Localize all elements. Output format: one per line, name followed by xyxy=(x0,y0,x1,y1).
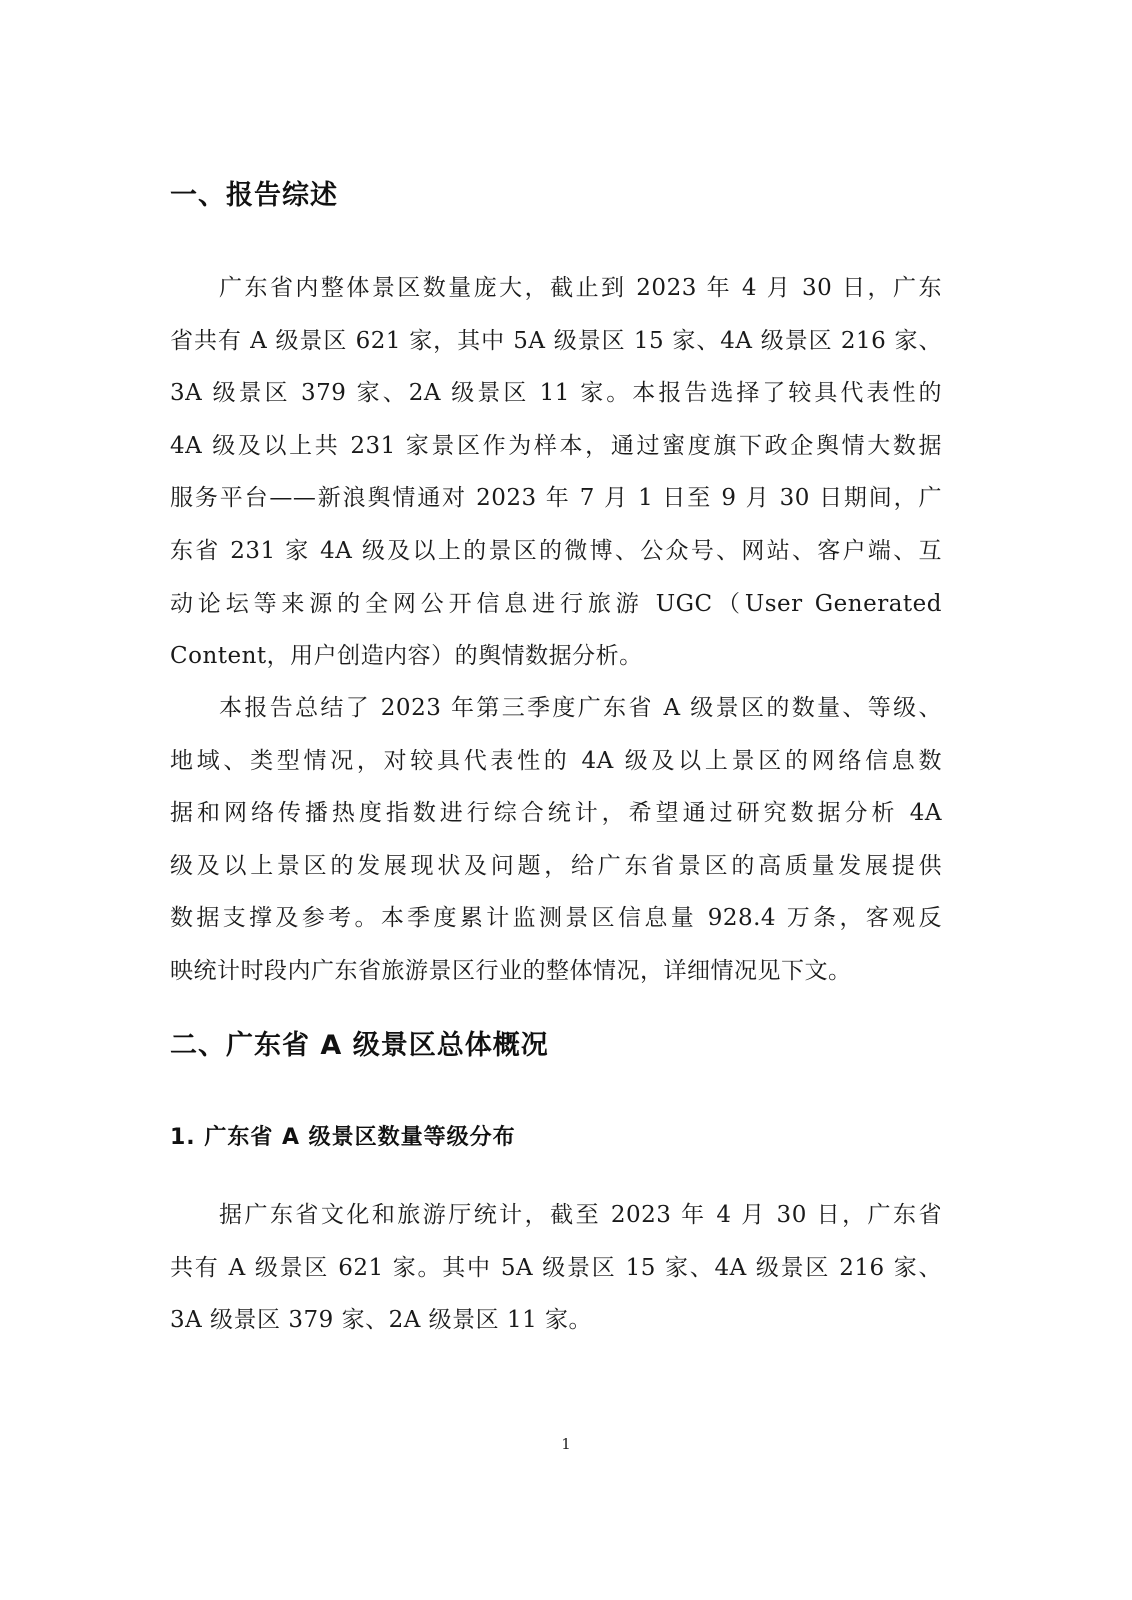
paragraph-line: 东省 231 家 4A 级及以上的景区的微博、公众号、网站、客户端、互 xyxy=(170,537,942,564)
grade-distribution-paragraph xyxy=(170,1189,942,1347)
report-summary-paragraph-2 xyxy=(170,682,942,998)
paragraph-line: 服务平台——新浪舆情通对 2023 年 7 月 1 日至 9 月 30 日期间，广 xyxy=(170,485,942,512)
paragraph-line: 映统计时段内广东省旅游景区行业的整体情况，详细情况见下文。 xyxy=(170,957,852,984)
report-summary-paragraph-1 xyxy=(170,262,942,683)
page-number: 1 xyxy=(561,1435,571,1453)
paragraph-line: 3A 级景区 379 家、2A 级景区 11 家。 xyxy=(170,1307,593,1334)
paragraph-line: 数据支撑及参考。本季度累计监测景区信息量 928.4 万条，客观反 xyxy=(170,905,942,932)
paragraph-line: 4A 级及以上共 231 家景区作为样本，通过蜜度旗下政企舆情大数据 xyxy=(170,432,942,459)
paragraph-line: Content，用户创造内容）的舆情数据分析。 xyxy=(170,643,643,670)
paragraph-line: 本报告总结了 2023 年第三季度广东省 A 级景区的数量、等级、 xyxy=(219,695,942,721)
paragraph-line: 据广东省文化和旅游厅统计，截至 2023 年 4 月 30 日，广东省 xyxy=(219,1202,942,1228)
section-heading-report-summary: 一、报告综述 xyxy=(170,180,338,211)
paragraph-line: 省共有 A 级景区 621 家，其中 5A 级景区 15 家、4A 级景区 216 家、 xyxy=(170,327,942,354)
section-heading-overview: 二、广东省 A 级景区总体概况 xyxy=(170,1030,549,1061)
paragraph-line: 地域、类型情况，对较具代表性的 4A 级及以上景区的网络信息数 xyxy=(170,747,942,774)
paragraph-line: 广东省内整体景区数量庞大，截止到 2023 年 4 月 30 日，广东 xyxy=(219,275,942,301)
paragraph-line: 动论坛等来源的全网公开信息进行旅游 UGC（User Generated xyxy=(170,590,942,617)
paragraph-line: 级及以上景区的发展现状及问题，给广东省景区的高质量发展提供 xyxy=(170,852,942,879)
subsection-heading-grade-distribution: 1. 广东省 A 级景区数量等级分布 xyxy=(170,1125,516,1150)
paragraph-line: 据和网络传播热度指数进行综合统计，希望通过研究数据分析 4A xyxy=(170,800,942,827)
paragraph-line: 3A 级景区 379 家、2A 级景区 11 家。本报告选择了较具代表性的 xyxy=(170,380,942,407)
paragraph-line: 共有 A 级景区 621 家。其中 5A 级景区 15 家、4A 级景区 216 家、 xyxy=(170,1254,942,1281)
